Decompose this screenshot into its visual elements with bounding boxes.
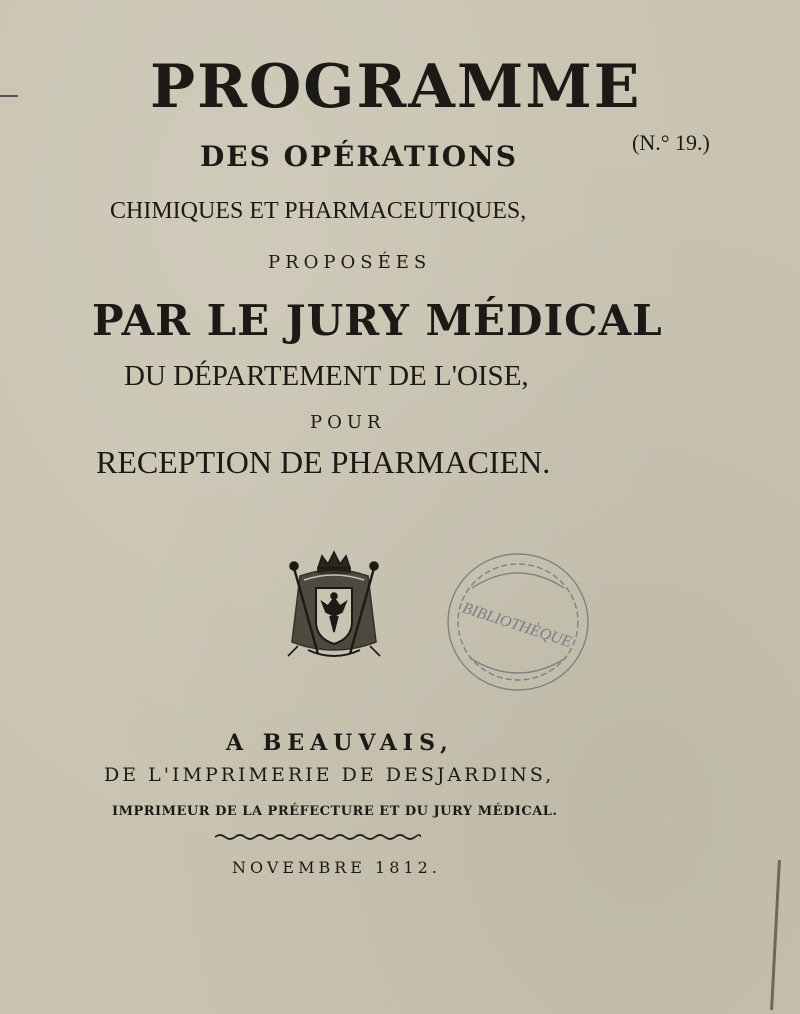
imprint-date: NOVEMBRE 1812. xyxy=(232,858,441,877)
title-line-chemical: CHIMIQUES ET PHARMACEUTIQUES, xyxy=(110,198,527,224)
title-line-reception: RECEPTION DE PHARMACIEN. xyxy=(96,444,551,480)
title-line-department: DU DÉPARTEMENT DE L'OISE, xyxy=(124,360,529,392)
title-line-for: POUR xyxy=(310,412,386,433)
page-edge-mark xyxy=(0,95,18,97)
document-number: (N.° 19.) xyxy=(632,130,710,155)
imprint-printer-title: IMPRIMEUR DE LA PRÉFECTURE ET DU JURY MÉDICAL. xyxy=(112,804,558,819)
imprint-city: A BEAUVAIS, xyxy=(226,730,454,756)
library-stamp xyxy=(442,548,594,696)
ornamental-rule xyxy=(215,833,421,841)
coat-of-arms-emblem xyxy=(278,546,390,666)
title-line-operations: DES OPÉRATIONS xyxy=(200,140,518,173)
stamp-text: BIBLIOTHÈQUE xyxy=(460,599,574,651)
margin-ink-mark xyxy=(770,860,781,1010)
document-title: PROGRAMME xyxy=(150,52,642,122)
title-line-jury: PAR LE JURY MÉDICAL xyxy=(92,296,663,345)
title-line-proposed: PROPOSÉES xyxy=(268,252,432,273)
imprint-printer: DE L'IMPRIMERIE DE DESJARDINS, xyxy=(104,764,555,786)
